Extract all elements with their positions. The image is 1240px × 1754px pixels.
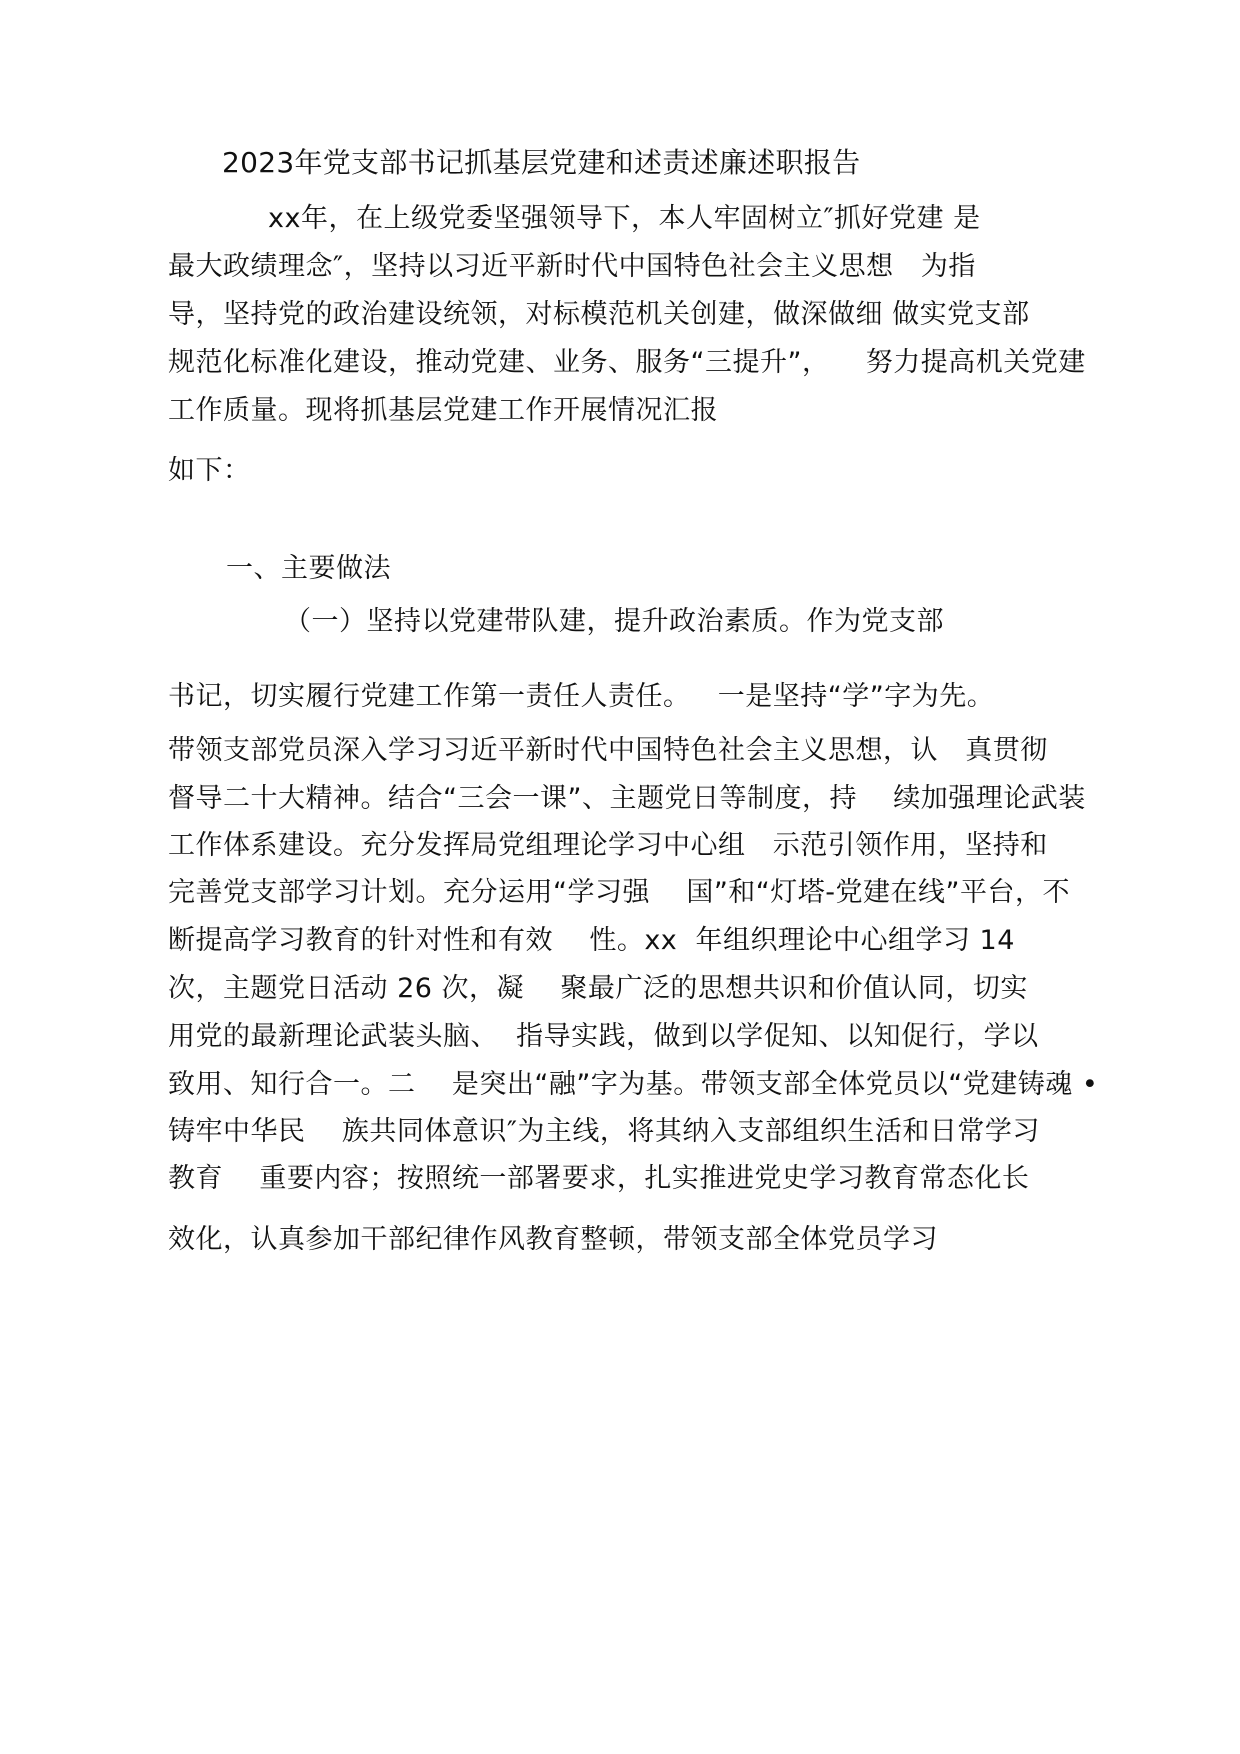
intro-line-3: 导，坚持党的政治建设统领，对标模范机关创建，做深做细 做实党支部 xyxy=(168,299,1030,330)
section-heading: 一、主要做法 xyxy=(226,553,391,584)
body-line-1: 书记，切实履行党建工作第一责任人责任。 一是坚持“学”字为先。 xyxy=(168,681,995,712)
body-line-12: 效化，认真参加干部纪律作风教育整顿，带领支部全体党员学习 xyxy=(168,1224,938,1255)
intro-line-2: 最大政绩理念″，坚持以习近平新时代中国特色社会主义思想 为指 xyxy=(168,251,976,282)
body-line-2: 带领支部党员深入学习习近平新时代中国特色社会主义思想，认 真贯彻 xyxy=(168,735,1048,766)
intro-line-4: 规范化标准化建设，推动党建、业务、服务“三提升”， 努力提高机关党建 xyxy=(168,347,1086,378)
body-line-3: 督导二十大精神。结合“三会一课”、主题党日等制度，持 续加强理论武装 xyxy=(168,783,1086,814)
intro-tail: 如下： xyxy=(168,455,251,486)
body-line-8: 用党的最新理论武装头脑、 指导实践，做到以学促知、以知促行，学以 xyxy=(168,1021,1039,1052)
intro-line-5: 工作质量。现将抓基层党建工作开展情况汇报 xyxy=(168,395,718,426)
body-line-5: 完善党支部学习计划。充分运用“学习强 国”和“灯塔-党建在线”平台，不 xyxy=(168,877,1071,908)
intro-line-1: xx年，在上级党委坚强领导下，本人牢固树立″抓好党建 是 xyxy=(268,203,981,234)
body-line-4: 工作体系建设。充分发挥局党组理论学习中心组 示范引领作用，坚持和 xyxy=(168,830,1048,861)
body-line-6: 断提高学习教育的针对性和有效 性。xx 年组织理论中心组学习 14 xyxy=(168,925,1015,956)
body-line-9: 致用、知行合一。二 是突出“融”字为基。带领支部全体党员以“党建铸魂 • xyxy=(168,1069,1099,1100)
document-title: 2023年党支部书记抓基层党建和述责述廉述职报告 xyxy=(222,146,861,179)
subsection-heading: （一）坚持以党建带队建，提升政治素质。作为党支部 xyxy=(284,606,944,637)
body-line-7: 次，主题党日活动 26 次，凝 聚最广泛的思想共识和价值认同，切实 xyxy=(168,973,1028,1004)
body-line-11: 教育 重要内容；按照统一部署要求，扎实推进党史学习教育常态化长 xyxy=(168,1163,1030,1194)
body-line-10: 铸牢中华民 族共同体意识″为主线，将其纳入支部组织生活和日常学习 xyxy=(168,1116,1040,1147)
